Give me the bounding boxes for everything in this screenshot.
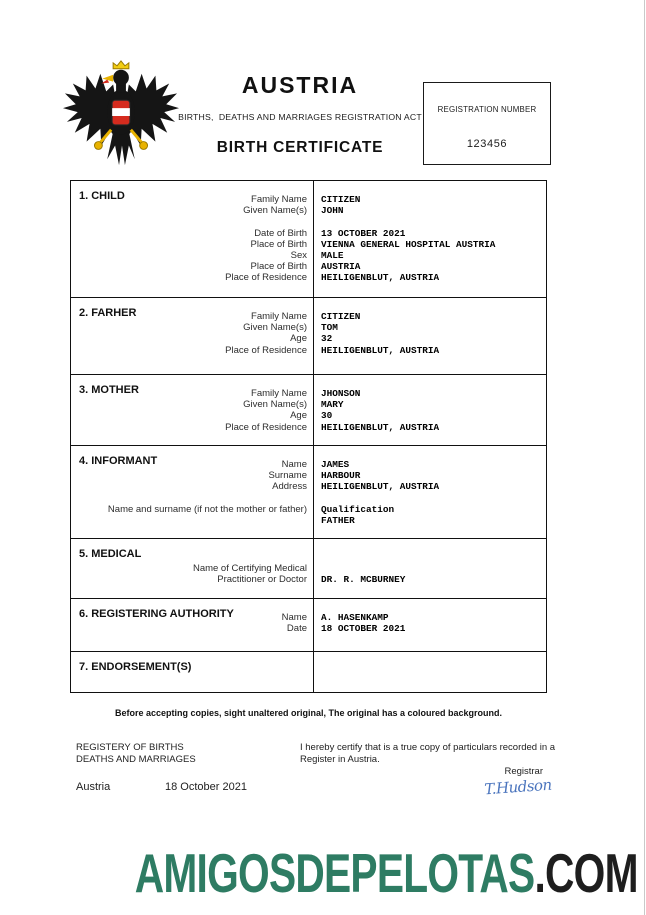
field-label: Given Name(s) <box>243 205 307 217</box>
certificate-section <box>71 651 546 692</box>
field-label: Name <box>281 459 307 470</box>
certificate-section <box>71 598 546 651</box>
certify-statement <box>300 742 560 765</box>
certificate-section <box>71 445 546 538</box>
field-label: Given Name(s) <box>243 399 307 411</box>
certificate-section <box>71 538 546 598</box>
field-value: VIENNA GENERAL HOSPITAL AUSTRIA <box>321 238 496 250</box>
field-value: MARY <box>321 399 344 411</box>
section-label-cell <box>71 652 314 692</box>
field-label: Place of Birth <box>250 238 307 250</box>
section-value-cell <box>314 446 546 538</box>
section-title: 4. INFORMANT <box>79 455 158 467</box>
field-value: 13 OCTOBER 2021 <box>321 227 406 239</box>
field-label: Name and surname (if not the mother or father) <box>107 503 307 515</box>
section-value-cell <box>314 539 546 598</box>
section-label-cell <box>71 446 314 538</box>
field-label: Practitioner or Doctor <box>217 574 307 586</box>
field-value: FATHER <box>321 514 355 526</box>
registry-line-2: DEATHS AND MARRIAGES <box>76 753 196 765</box>
field-label: Surname <box>268 470 307 482</box>
field-label <box>71 515 307 526</box>
section-label-cell <box>71 181 314 297</box>
registrar-signature: T.Hudson <box>483 775 553 799</box>
field-value: 18 OCTOBER 2021 <box>321 623 406 635</box>
watermark-brand: AMIGOSDEPELOTAS <box>134 842 535 904</box>
field-value <box>321 563 546 574</box>
section-value-cell <box>314 375 546 445</box>
watermark-tld: .COM <box>534 842 638 904</box>
field-label: Family Name <box>251 311 307 322</box>
field-value <box>321 552 546 563</box>
field-label: Age <box>290 333 307 345</box>
registry-line-1: REGISTERY OF BIRTHS <box>76 742 184 753</box>
field-value: DR. R. MCBURNEY <box>321 574 406 586</box>
certify-line-1: I hereby certify that is a true copy of particulars recorded in a <box>300 742 556 753</box>
section-label-cell <box>71 539 314 598</box>
field-value: Qualification <box>321 503 395 515</box>
watermark <box>134 842 638 904</box>
field-label: Name of Certifying Medical <box>192 563 307 575</box>
field-value: 30 <box>321 410 333 422</box>
field-label: Place of Residence <box>225 344 307 356</box>
field-value: MALE <box>321 249 344 261</box>
section-label-cell <box>71 599 314 651</box>
section-title: 6. REGISTERING AUTHORITY <box>79 608 234 620</box>
section-label-cell <box>71 375 314 445</box>
field-label <box>71 493 307 504</box>
page-edge-line <box>644 0 645 915</box>
field-value: HEILIGENBLUT, AUSTRIA <box>321 421 440 433</box>
section-title: 5. MEDICAL <box>79 548 142 560</box>
field-value <box>321 493 546 504</box>
field-value: AUSTRIA <box>321 261 361 273</box>
section-title: 2. FARHER <box>79 307 137 319</box>
field-value <box>321 216 546 227</box>
section-title: 3. MOTHER <box>79 384 139 396</box>
field-value: HARBOUR <box>321 470 361 482</box>
field-value: CITIZEN <box>321 194 361 205</box>
field-label: Family Name <box>251 194 307 205</box>
field-value: 32 <box>321 333 333 345</box>
registrar-label: Registrar <box>504 766 543 777</box>
field-label: Name <box>281 612 307 623</box>
field-label: Date <box>286 623 307 635</box>
registration-number-box <box>423 82 551 165</box>
field-value: JOHN <box>321 205 344 217</box>
field-value: JAMES <box>321 459 350 470</box>
section-value-cell <box>314 599 546 651</box>
certificate-section <box>71 297 546 374</box>
certificate-section <box>71 181 546 297</box>
issue-date: 18 October 2021 <box>165 781 247 793</box>
field-label: Place of Birth <box>250 261 307 273</box>
section-value-cell <box>314 652 546 692</box>
registry-block <box>76 742 196 765</box>
field-label: Sex <box>290 249 307 261</box>
section-value-cell <box>314 298 546 374</box>
registration-act-line: BIRTHS, DEATHS AND MARRIAGES REGISTRATION ACT <box>178 112 422 122</box>
field-label: Given Name(s) <box>243 322 307 334</box>
field-value: A. HASENKAMP <box>321 612 389 623</box>
section-title: 1. CHILD <box>79 190 125 202</box>
field-value: HEILIGENBLUT, AUSTRIA <box>321 481 440 493</box>
field-label: Date of Birth <box>254 227 307 239</box>
field-label: Age <box>290 410 307 422</box>
copy-notice: Before accepting copies, sight unaltered original, The original has a coloured background. <box>114 708 503 718</box>
registration-number-label: REGISTRATION NUMBER <box>437 105 537 114</box>
field-label: Place of Residence <box>225 272 307 284</box>
section-label-cell <box>71 298 314 374</box>
field-value: TOM <box>321 322 338 334</box>
certificate-table <box>70 180 547 693</box>
field-label: Family Name <box>251 388 307 399</box>
field-label <box>71 216 307 227</box>
document-title: BIRTH CERTIFICATE <box>216 139 384 156</box>
section-title: 7. ENDORSEMENT(S) <box>79 661 192 673</box>
issue-country: Austria <box>76 781 111 793</box>
registration-number-value: 123456 <box>466 138 508 150</box>
certify-line-2: Register in Austria. <box>300 753 380 765</box>
field-value: CITIZEN <box>321 311 361 322</box>
field-value: HEILIGENBLUT, AUSTRIA <box>321 272 440 284</box>
field-label: Address <box>272 481 307 493</box>
field-value: HEILIGENBLUT, AUSTRIA <box>321 344 440 356</box>
field-label: Place of Residence <box>225 421 307 433</box>
section-value-cell <box>314 181 546 297</box>
country-title: AUSTRIA <box>241 72 359 98</box>
certificate-section <box>71 374 546 445</box>
field-value: JHONSON <box>321 388 361 399</box>
